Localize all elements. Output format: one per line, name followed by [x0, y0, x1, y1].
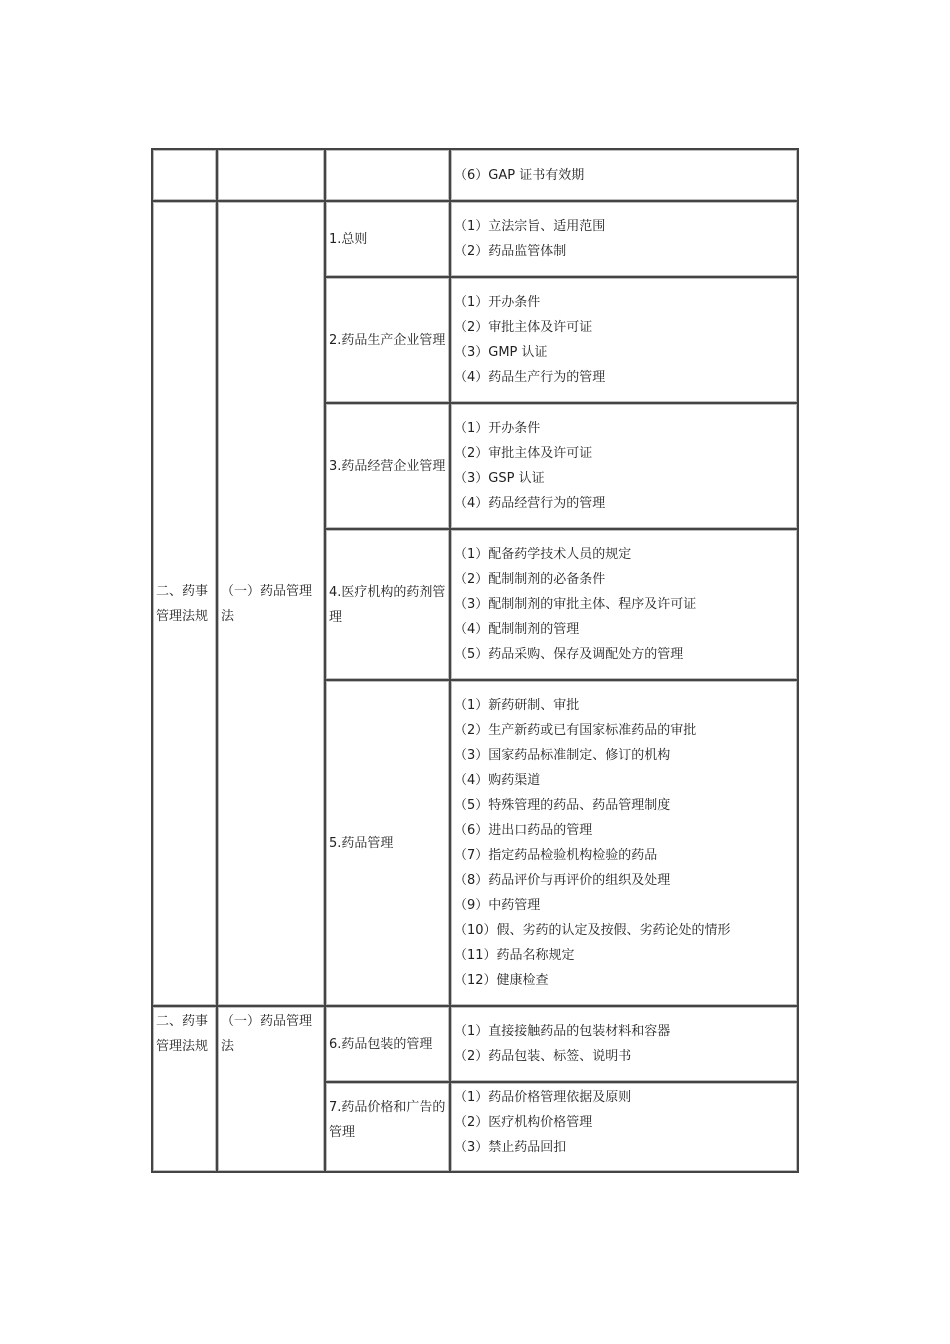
list-item: （6）GAP 证书有效期: [454, 167, 585, 183]
list-item: （7）指定药品检验机构检验的药品: [454, 848, 658, 863]
subcategory-cell: （一）药品管理法: [218, 202, 326, 1007]
list-item: （2）医疗机构价格管理: [454, 1115, 593, 1130]
list-item: （3）配制制剂的审批主体、程序及许可证: [454, 597, 697, 612]
list-item: （11）药品名称规定: [454, 948, 575, 963]
list-item: （6）进出口药品的管理: [454, 823, 593, 838]
item-list: [451, 404, 799, 530]
list-item: （2）审批主体及许可证: [454, 446, 593, 461]
list-item: （5）药品采购、保存及调配处方的管理: [454, 647, 684, 662]
topic-title: 3.药品经营企业管理: [326, 404, 451, 530]
list-item: （1）药品价格管理依据及原则: [454, 1090, 632, 1105]
list-item: （3）GSP 认证: [454, 471, 545, 486]
list-item: （9）中药管理: [454, 898, 541, 913]
list-item: （5）特殊管理的药品、药品管理制度: [454, 798, 671, 813]
empty-cell: [218, 150, 326, 202]
list-item: （2）配制制剂的必备条件: [454, 572, 606, 587]
subcategory-cell: （一）药品管理法: [218, 1007, 326, 1173]
empty-cell: [326, 150, 451, 202]
item-list: [451, 1007, 799, 1083]
topic-title: 5.药品管理: [326, 681, 451, 1007]
list-item: （3）GMP 认证: [454, 345, 548, 360]
topic-title: 7.药品价格和广告的管理: [326, 1083, 451, 1173]
list-item: （2）审批主体及许可证: [454, 320, 593, 335]
list-item: （1）立法宗旨、适用范围: [454, 219, 606, 234]
list-item: （4）购药渠道: [454, 773, 541, 788]
item-list: [451, 1083, 799, 1173]
table-row: [153, 202, 799, 278]
category-cell: 二、药事管理法规: [153, 202, 218, 1007]
list-item: （4）药品生产行为的管理: [454, 370, 606, 385]
category-cell: 二、药事管理法规: [153, 1007, 218, 1173]
list-item: （8）药品评价与再评价的组织及处理: [454, 873, 671, 888]
list-item: （3）禁止药品回扣: [454, 1140, 567, 1155]
list-item: （4）配制制剂的管理: [454, 622, 580, 637]
list-item: （12）健康检查: [454, 973, 549, 988]
list-item: （1）开办条件: [454, 421, 541, 436]
syllabus-table: [151, 148, 799, 1173]
item-list: [451, 278, 799, 404]
table-row: [153, 1007, 799, 1083]
topic-title: 6.药品包装的管理: [326, 1007, 451, 1083]
list-item: （1）新药研制、审批: [454, 698, 580, 713]
list-item: （2）药品监管体制: [454, 244, 567, 259]
list-item: （1）直接接触药品的包装材料和容器: [454, 1024, 671, 1039]
item-list: [451, 530, 799, 681]
list-item: （1）配备药学技术人员的规定: [454, 547, 632, 562]
list-item: （1）开办条件: [454, 295, 541, 310]
list-item: （4）药品经营行为的管理: [454, 496, 606, 511]
item-list: [451, 150, 799, 202]
topic-title: 4.医疗机构的药剂管理: [326, 530, 451, 681]
list-item: （3）国家药品标准制定、修订的机构: [454, 748, 671, 763]
list-item: （2）药品包装、标签、说明书: [454, 1049, 632, 1064]
item-list: [451, 202, 799, 278]
empty-cell: [153, 150, 218, 202]
list-item: （2）生产新药或已有国家标准药品的审批: [454, 723, 697, 738]
topic-title: 1.总则: [326, 202, 451, 278]
item-list: [451, 681, 799, 1007]
list-item: （10）假、劣药的认定及按假、劣药论处的情形: [454, 923, 731, 938]
topic-title: 2.药品生产企业管理: [326, 278, 451, 404]
table-row: [153, 150, 799, 202]
